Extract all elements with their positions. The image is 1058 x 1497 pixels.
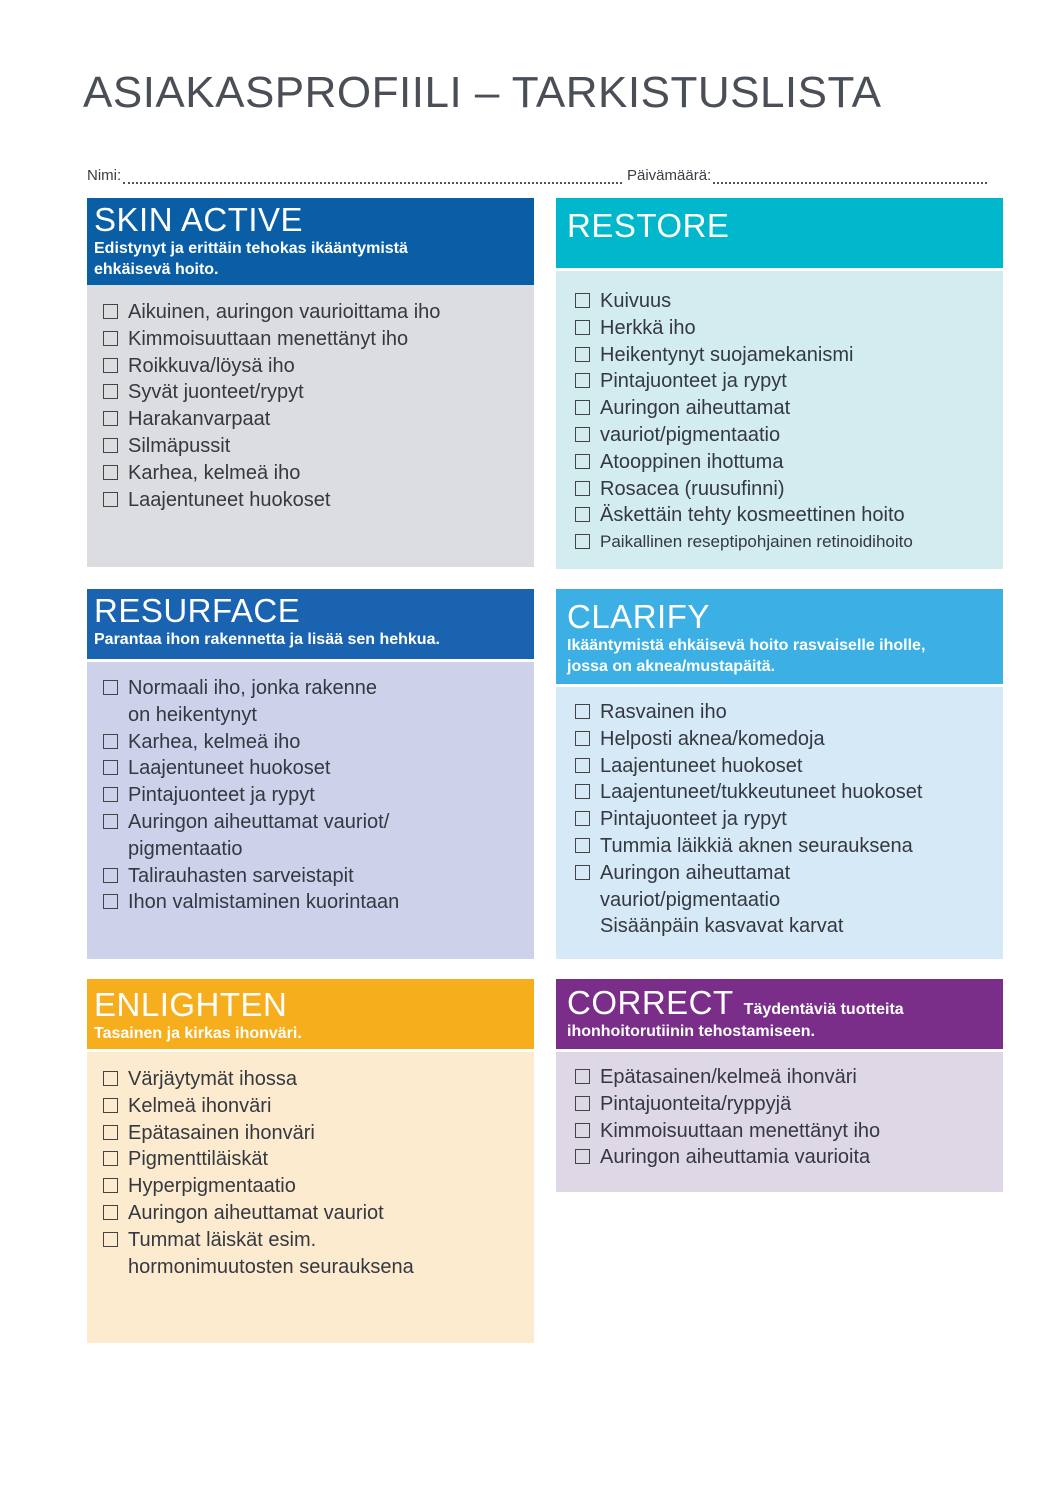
checkbox[interactable] xyxy=(575,534,590,549)
spacer xyxy=(103,1259,118,1274)
section-title: CORRECT xyxy=(567,984,734,1021)
checkbox[interactable] xyxy=(575,704,590,719)
section-skin-active xyxy=(87,198,534,567)
checkbox[interactable] xyxy=(575,427,590,442)
item-label: Hyperpigmentaatio xyxy=(128,1175,296,1198)
spacer xyxy=(103,707,118,722)
checklist-item[interactable] xyxy=(575,1118,989,1145)
checklist-item[interactable] xyxy=(575,1091,989,1118)
checklist xyxy=(575,288,989,556)
checkbox[interactable] xyxy=(575,347,590,362)
item-label: on heikentynyt xyxy=(128,703,257,726)
item-label: Sisäänpäin kasvavat karvat xyxy=(600,915,844,938)
checkbox[interactable] xyxy=(103,358,118,373)
checkbox[interactable] xyxy=(575,454,590,469)
item-label: Helposti aknea/komedoja xyxy=(600,727,825,750)
section-restore xyxy=(556,198,1003,569)
checklist-item[interactable] xyxy=(103,299,520,326)
checklist-item[interactable] xyxy=(103,1173,520,1200)
section-enlighten xyxy=(87,979,534,1343)
checklist-item[interactable] xyxy=(103,863,520,890)
checklist-item[interactable] xyxy=(103,889,520,916)
section-title: SKIN ACTIVE xyxy=(94,201,304,238)
checklist-item[interactable] xyxy=(103,809,520,836)
checklist-item[interactable] xyxy=(103,755,520,782)
item-label: vauriot/pigmentaatio xyxy=(600,423,781,446)
item-label: Pintajuonteet ja rypyt xyxy=(128,784,315,807)
checkbox[interactable] xyxy=(575,1149,590,1164)
item-label: Pintajuonteet ja rypyt xyxy=(600,808,787,831)
checklist-item[interactable] xyxy=(575,806,989,833)
checklist-item[interactable] xyxy=(575,476,989,503)
checkbox[interactable] xyxy=(103,1125,118,1140)
checkbox[interactable] xyxy=(103,465,118,480)
item-label: Pigmenttiläiskät xyxy=(128,1148,269,1171)
section-subtitle: Tasainen ja kirkas ihonväri. xyxy=(94,1025,302,1042)
item-label: Herkkä iho xyxy=(600,316,696,339)
item-label: Pintajuonteet ja rypyt xyxy=(600,370,787,393)
section-header xyxy=(556,198,1003,268)
section-correct xyxy=(556,979,1003,1192)
item-label: Talirauhasten sarveistapit xyxy=(128,864,354,887)
item-label: Atooppinen ihottuma xyxy=(600,450,784,473)
section-body xyxy=(87,659,534,959)
checkbox[interactable] xyxy=(575,1096,590,1111)
checklist-item-continuation xyxy=(103,1254,520,1281)
name-label: Nimi: xyxy=(87,167,122,184)
section-body xyxy=(556,1049,1003,1192)
checkbox[interactable] xyxy=(103,760,118,775)
section-resurface xyxy=(87,589,534,959)
checkbox[interactable] xyxy=(103,492,118,507)
checklist-item[interactable] xyxy=(103,353,520,380)
checkbox[interactable] xyxy=(103,814,118,829)
item-label: Kimmoisuuttaan menettänyt iho xyxy=(600,1119,881,1142)
checkbox[interactable] xyxy=(103,384,118,399)
checklist-item[interactable] xyxy=(575,1144,989,1171)
checklist-item[interactable] xyxy=(575,502,989,529)
item-label: hormonimuutosten seurauksena xyxy=(128,1255,414,1278)
section-subtitle: Parantaa ihon rakennetta ja lisää sen hehkua. xyxy=(94,631,440,648)
item-label: Auringon aiheuttamat xyxy=(600,397,791,420)
section-subtitle: Edistynyt ja erittäin tehokas ikääntymistä xyxy=(94,240,408,257)
checklist-item[interactable] xyxy=(103,379,520,406)
checklist-item[interactable] xyxy=(103,433,520,460)
checklist-item[interactable] xyxy=(575,449,989,476)
checklist-item[interactable] xyxy=(103,782,520,809)
item-label: Aikuinen, auringon vaurioittama iho xyxy=(128,301,441,323)
item-label: Tummat läiskät esim. xyxy=(128,1228,317,1251)
checkbox[interactable] xyxy=(103,1071,118,1086)
section-body xyxy=(87,1049,534,1343)
checkbox[interactable] xyxy=(103,411,118,426)
checkbox[interactable] xyxy=(575,811,590,826)
spacer xyxy=(575,918,590,933)
checklist-item[interactable] xyxy=(575,395,989,422)
checkbox[interactable] xyxy=(103,1178,118,1193)
section-subtitle: ehkäisevä hoito. xyxy=(94,261,219,278)
checklist-item-continuation xyxy=(575,887,989,914)
checkbox[interactable] xyxy=(575,1069,590,1084)
section-subtitle: Täydentäviä tuotteita xyxy=(743,1001,904,1018)
spacer xyxy=(103,841,118,856)
checklist-item[interactable] xyxy=(575,753,989,780)
item-label: Karhea, kelmeä iho xyxy=(128,730,301,753)
name-field[interactable] xyxy=(87,162,622,184)
checklist-item-continuation xyxy=(103,702,520,729)
checklist-item[interactable] xyxy=(575,1064,989,1091)
section-header xyxy=(87,198,534,285)
section-subtitle: jossa on aknea/mustapäitä. xyxy=(567,658,776,675)
item-label: Kimmoisuuttaan menettänyt iho xyxy=(128,327,409,350)
checklist-item[interactable] xyxy=(103,1066,520,1093)
item-label: Roikkuva/löysä iho xyxy=(128,354,295,377)
item-label: Kuivuus xyxy=(600,290,672,312)
item-label: Auringon aiheuttamat xyxy=(600,861,791,884)
item-label: Äskettäin tehty kosmeettinen hoito xyxy=(600,504,905,527)
item-label: Kelmeä ihonväri xyxy=(128,1094,272,1117)
section-header xyxy=(87,589,534,659)
checklist-item[interactable] xyxy=(103,460,520,487)
checklist xyxy=(575,1064,989,1171)
section-title: CLARIFY xyxy=(567,598,710,635)
checkbox[interactable] xyxy=(103,680,118,695)
section-header xyxy=(556,979,1003,1049)
section-title: RESURFACE xyxy=(94,592,301,629)
checklist-item-continuation xyxy=(575,913,989,940)
checklist-item[interactable] xyxy=(575,833,989,860)
date-input-line[interactable] xyxy=(713,168,987,184)
checkbox[interactable] xyxy=(575,731,590,746)
checkbox[interactable] xyxy=(103,894,118,909)
checkbox[interactable] xyxy=(575,758,590,773)
checklist-item[interactable] xyxy=(575,529,989,556)
item-label: Rosacea (ruusufinni) xyxy=(600,477,785,500)
item-label: Syvät juonteet/rypyt xyxy=(128,381,304,404)
checklist-item[interactable] xyxy=(103,487,520,514)
checklist-item[interactable] xyxy=(575,726,989,753)
item-label: pigmentaatio xyxy=(128,837,243,860)
checkbox[interactable] xyxy=(575,784,590,799)
checkbox[interactable] xyxy=(103,787,118,802)
section-subtitle: ihonhoitorutiinin tehostamiseen. xyxy=(567,1023,815,1040)
checkbox[interactable] xyxy=(103,1151,118,1166)
checklist-item[interactable] xyxy=(575,422,989,449)
item-label: Paikallinen reseptipohjainen retinoidihoito xyxy=(600,532,913,552)
checkbox[interactable] xyxy=(103,734,118,749)
section-clarify xyxy=(556,589,1003,959)
checkbox[interactable] xyxy=(103,1232,118,1247)
spacer xyxy=(575,892,590,907)
section-header xyxy=(87,979,534,1049)
item-label: vauriot/pigmentaatio xyxy=(600,888,781,911)
item-label: Harakanvarpaat xyxy=(128,408,271,431)
section-subtitle: Ikääntymistä ehkäisevä hoito rasvaiselle iholle, xyxy=(567,637,926,654)
section-body xyxy=(87,285,534,567)
checklist xyxy=(103,675,520,916)
checklist-item[interactable] xyxy=(103,1200,520,1227)
item-label: Laajentuneet huokoset xyxy=(128,488,331,511)
checklist-item[interactable] xyxy=(575,860,989,887)
checklist-item[interactable] xyxy=(575,342,989,369)
checklist-item[interactable] xyxy=(103,326,520,353)
checklist-item[interactable] xyxy=(575,315,989,342)
item-label: Karhea, kelmeä iho xyxy=(128,461,301,484)
item-label: Värjäytymät ihossa xyxy=(128,1068,297,1090)
checkbox[interactable] xyxy=(103,438,118,453)
date-label: Päivämäärä: xyxy=(627,167,712,184)
section-body xyxy=(556,268,1003,569)
item-label: Laajentuneet/tukkeutuneet huokoset xyxy=(600,781,923,804)
checklist-item[interactable] xyxy=(103,729,520,756)
checkbox[interactable] xyxy=(575,320,590,335)
checklist xyxy=(575,699,989,940)
checkbox[interactable] xyxy=(575,1123,590,1138)
item-label: Epätasainen/kelmeä ihonväri xyxy=(600,1066,857,1088)
checklist-item-continuation xyxy=(103,836,520,863)
checkbox[interactable] xyxy=(575,481,590,496)
section-body xyxy=(556,684,1003,959)
item-label: Ihon valmistaminen kuorintaan xyxy=(128,891,400,914)
item-label: Rasvainen iho xyxy=(600,701,727,723)
checklist xyxy=(103,1066,520,1280)
page-title: ASIAKASPROFIILI – TARKISTUSLISTA xyxy=(83,68,882,117)
checklist-item[interactable] xyxy=(103,406,520,433)
section-title: ENLIGHTEN xyxy=(94,986,288,1023)
checklist-item[interactable] xyxy=(575,779,989,806)
checklist-item[interactable] xyxy=(103,1093,520,1120)
item-label: Laajentuneet huokoset xyxy=(600,754,803,777)
item-label: Silmäpussit xyxy=(128,434,231,457)
item-label: Normaali iho, jonka rakenne xyxy=(128,677,378,699)
item-label: Tummia läikkiä aknen seurauksena xyxy=(600,834,913,857)
checklist-item[interactable] xyxy=(103,1120,520,1147)
item-label: Laajentuneet huokoset xyxy=(128,757,331,780)
name-input-line[interactable] xyxy=(123,168,622,184)
item-label: Heikentynyt suojamekanismi xyxy=(600,343,854,366)
checkbox[interactable] xyxy=(575,373,590,388)
checklist-item[interactable] xyxy=(575,368,989,395)
checkbox[interactable] xyxy=(103,304,118,319)
item-label: Auringon aiheuttamat vauriot/ xyxy=(128,810,390,833)
item-label: Epätasainen ihonväri xyxy=(128,1121,315,1144)
checkbox[interactable] xyxy=(103,868,118,883)
checkbox[interactable] xyxy=(103,1098,118,1113)
checklist xyxy=(103,299,520,513)
checklist-item[interactable] xyxy=(103,1227,520,1254)
checklist-item[interactable] xyxy=(575,699,989,726)
checkbox[interactable] xyxy=(103,1205,118,1220)
checkbox[interactable] xyxy=(575,838,590,853)
checkbox[interactable] xyxy=(575,865,590,880)
checklist-item[interactable] xyxy=(103,675,520,702)
item-label: Auringon aiheuttamat vauriot xyxy=(128,1201,384,1224)
checklist-item[interactable] xyxy=(103,1146,520,1173)
checkbox[interactable] xyxy=(103,331,118,346)
item-label: Auringon aiheuttamia vaurioita xyxy=(600,1146,871,1169)
checkbox[interactable] xyxy=(575,507,590,522)
date-field[interactable] xyxy=(627,162,987,184)
checklist-item[interactable] xyxy=(575,288,989,315)
checkbox[interactable] xyxy=(575,400,590,415)
section-header xyxy=(556,589,1003,684)
section-title: RESTORE xyxy=(567,207,730,244)
item-label: Pintajuonteita/ryppyjä xyxy=(600,1092,792,1115)
checkbox[interactable] xyxy=(575,293,590,308)
